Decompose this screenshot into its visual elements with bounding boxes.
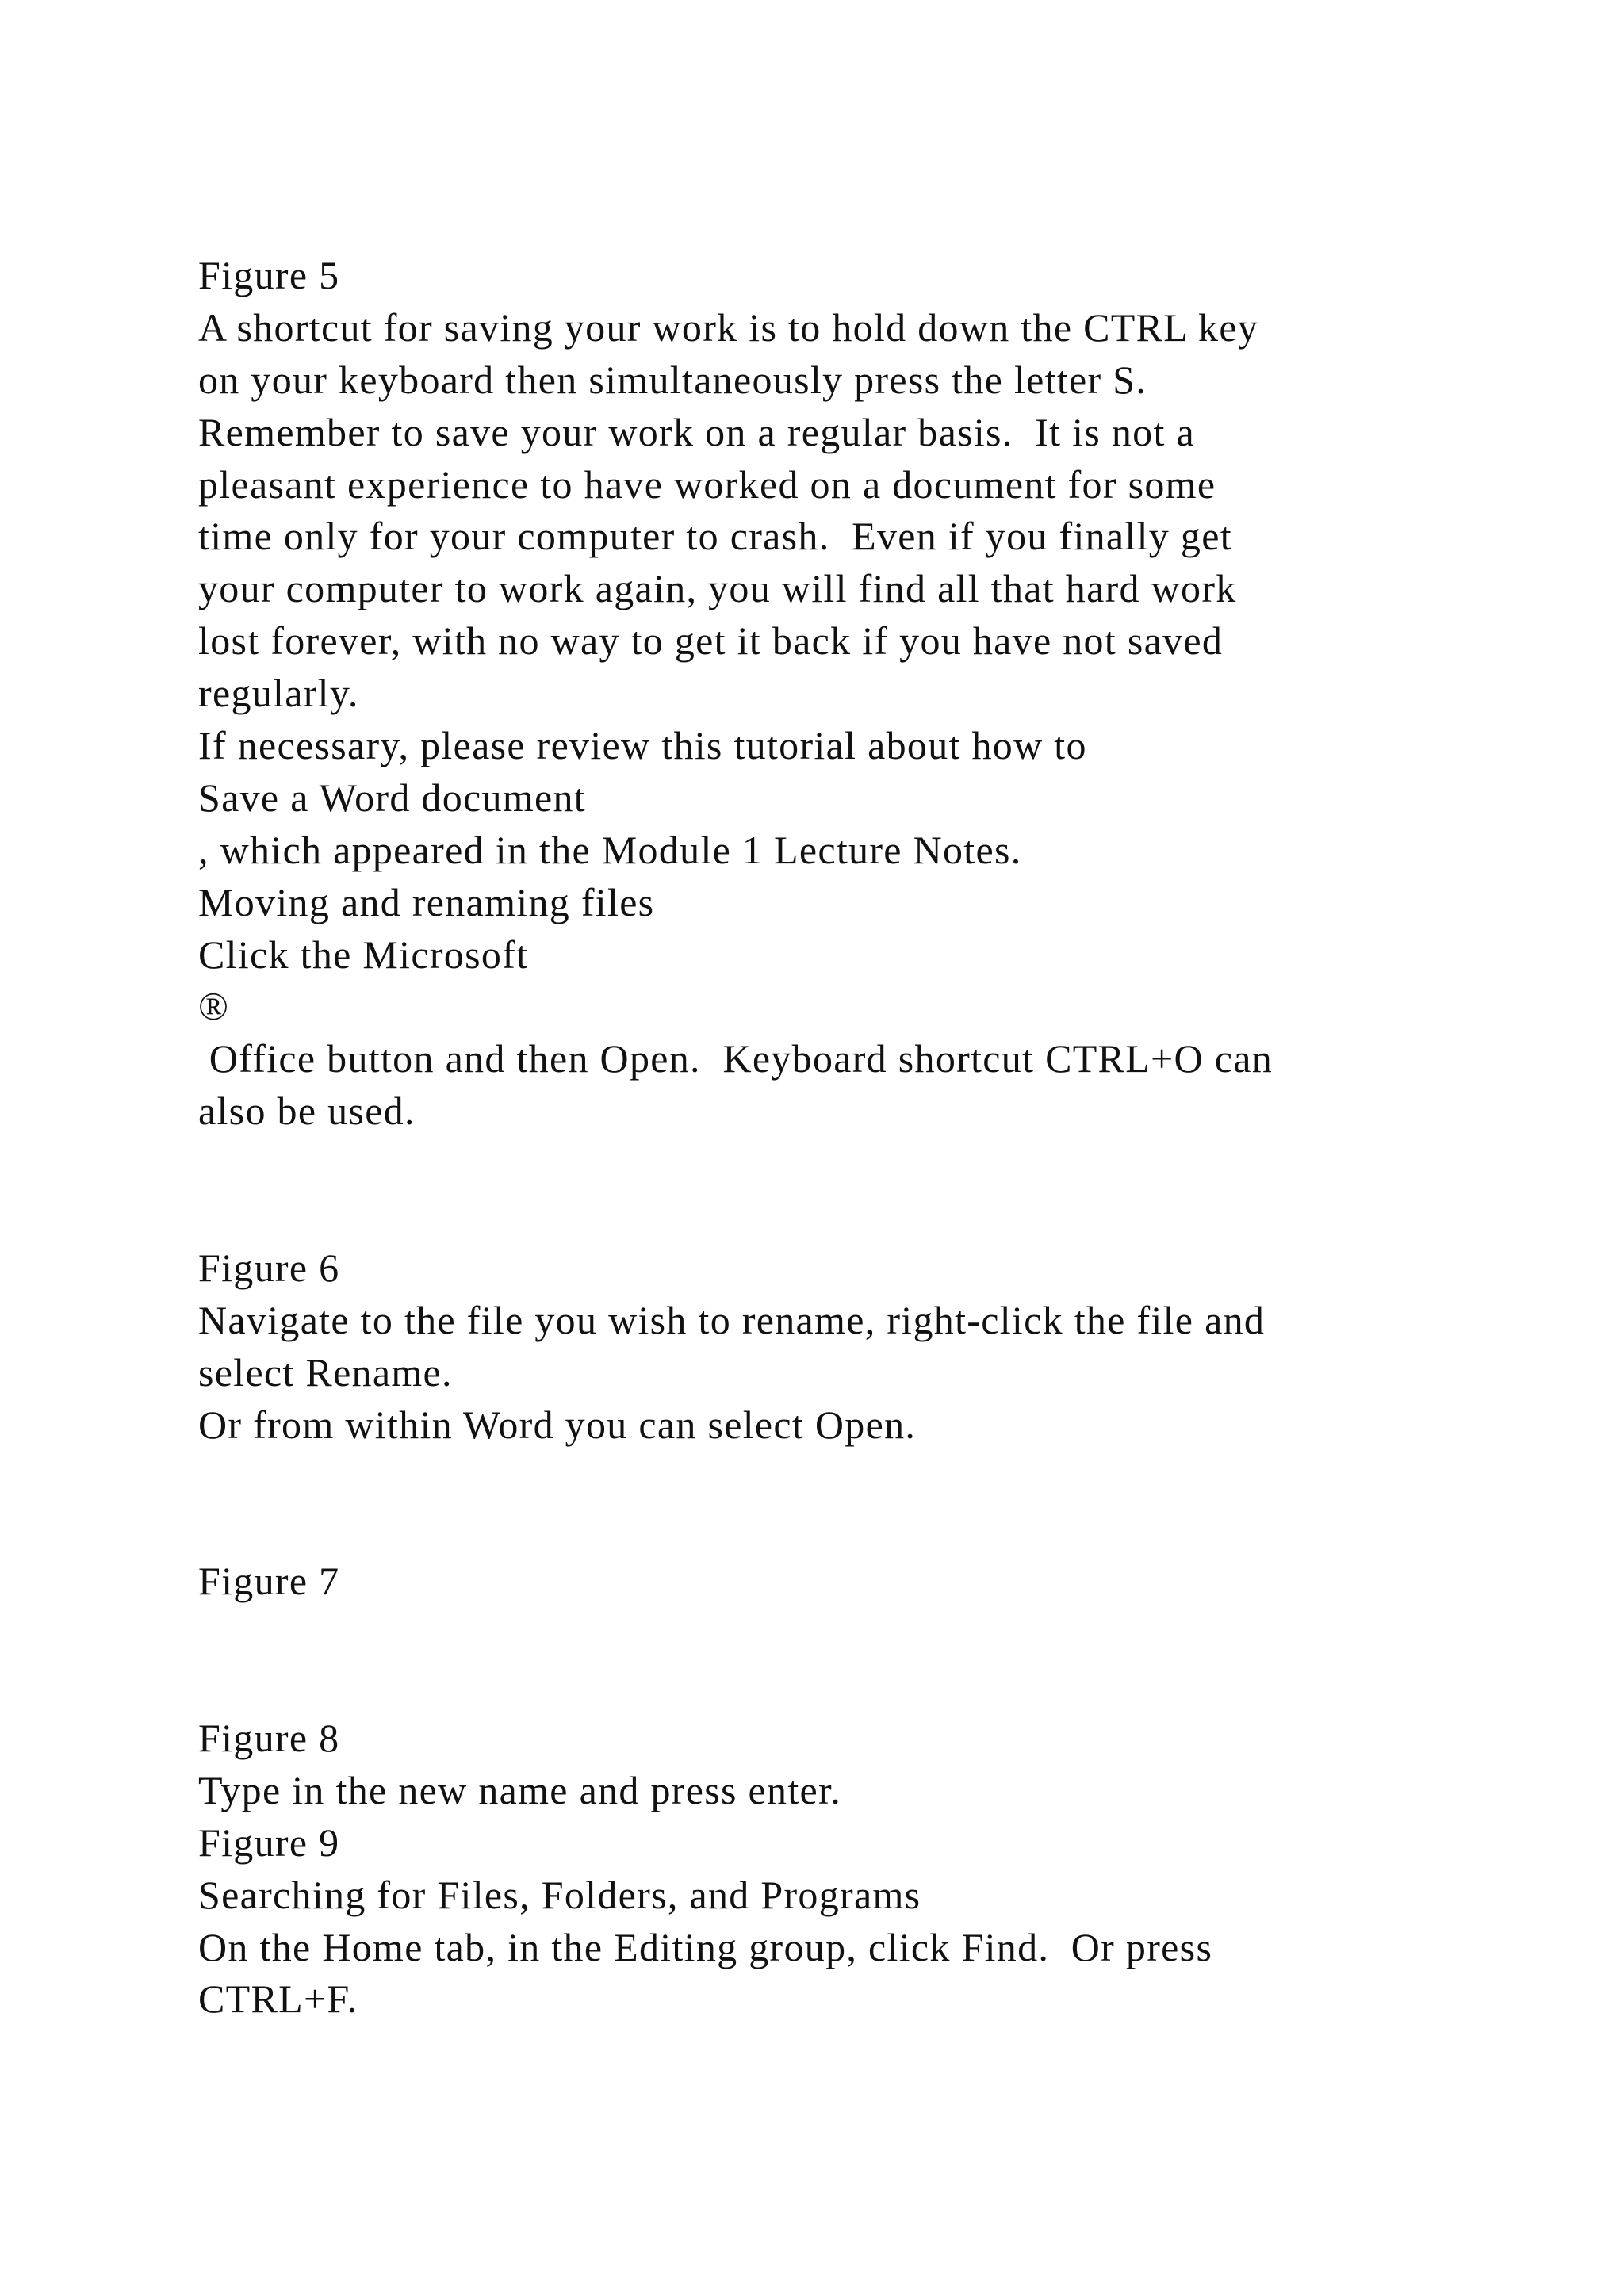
text-line: lost forever, with no way to get it back if you have not saved <box>198 618 1224 664</box>
figure-8-caption: Figure 8 <box>198 1715 340 1760</box>
section-heading-searching: Searching for Files, Folders, and Programs <box>198 1872 921 1917</box>
text-line: on your keyboard then simultaneously press the letter S. <box>198 357 1147 402</box>
text-line: Remember to save your work on a regular basis. It is not a <box>198 409 1195 454</box>
text-line: regularly. <box>198 671 359 716</box>
registered-symbol: ® <box>198 984 230 1029</box>
figure-6-caption: Figure 6 <box>198 1245 340 1290</box>
text-line: Navigate to the file you wish to rename, right-click the file and <box>198 1297 1266 1342</box>
figure-9-caption: Figure 9 <box>198 1820 340 1865</box>
document-page <box>198 250 1467 2026</box>
text-line: On the Home tab, in the Editing group, click Find. Or press <box>198 1924 1213 1969</box>
text-line: , which appeared in the Module 1 Lecture Notes. <box>198 827 1022 872</box>
spacer <box>198 1452 1467 1556</box>
spacer <box>198 1138 1467 1242</box>
text-line: CTRL+F. <box>198 1976 358 2022</box>
text-line: Type in the new name and press enter. <box>198 1767 842 1812</box>
text-line: pleasant experience to have worked on a document for some <box>198 461 1216 507</box>
tutorial-link-text: Save a Word document <box>198 775 586 820</box>
figure-5-caption: Figure 5 <box>198 253 340 297</box>
section-heading-moving-renaming: Moving and renaming files <box>198 879 655 924</box>
text-line: Office button and then Open. Keyboard shortcut CTRL+O can <box>198 1036 1274 1081</box>
text-line: also be used. <box>198 1089 416 1134</box>
text-line: time only for your computer to crash. Even if you finally get <box>198 514 1232 559</box>
text-line: your computer to work again, you will find all that hard work <box>198 566 1237 611</box>
text-line: A shortcut for saving your work is to hold down the CTRL key <box>198 304 1259 350</box>
spacer <box>198 1608 1467 1712</box>
text-line: Click the Microsoft <box>198 932 529 977</box>
text-line: If necessary, please review this tutorial about how to <box>198 723 1087 768</box>
text-line: select Rename. <box>198 1349 453 1395</box>
text-line: Or from within Word you can select Open. <box>198 1402 917 1447</box>
figure-7-caption: Figure 7 <box>198 1559 340 1604</box>
